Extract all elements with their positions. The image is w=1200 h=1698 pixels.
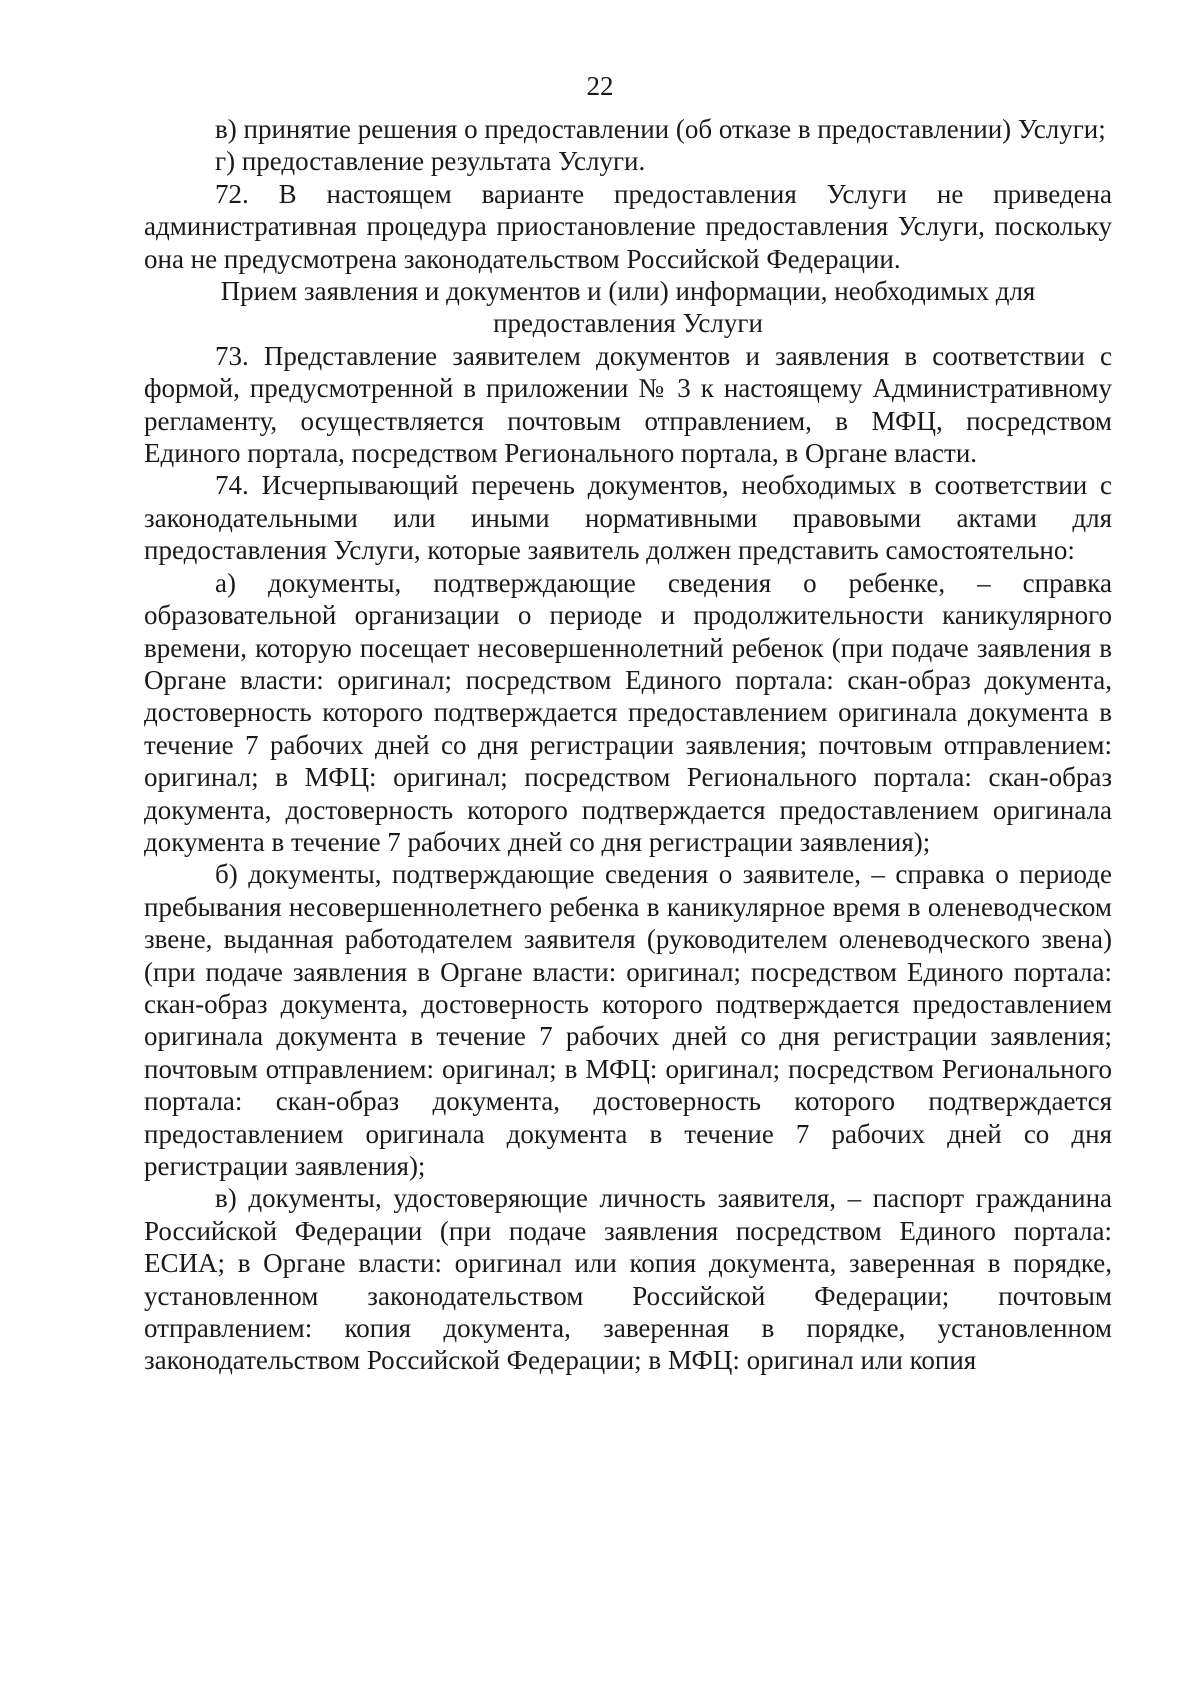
paragraph-item-b-applicant-documents: б) документы, подтверждающие сведения о заявителе, – справка о периоде пребывания несовершеннолетнего ребенка в каникулярное время в оленеводческом звене, выданная работодателем заявителя (руководителем оленеводческого звена) (при подаче заявления в Органе власти: оригинал; посредством Единого портала: скан-образ документа, достоверность которого подтверждается предоставлением оригинала документа в течение 7 рабочих дней со дня регистрации заявления; почтовым отправлением: оригинал; в МФЦ: оригинал; посредством Регионального портала: скан-образ документа, достоверность которого подтверждается предоставлением оригинала документа в течение 7 рабочих дней со дня регистрации заявления); — [144, 859, 1112, 1181]
paragraph-item-a-child-documents: а) документы, подтверждающие сведения о ребенке, – справка образовательной организации о периоде и продолжительности каникулярного времени, которую посещает несовершеннолетний ребенок (при подаче заявления в Органе власти: оригинал; посредством Единого портала: скан-образ документа, достоверность которого подтверждается предоставлением оригинала документа в течение 7 рабочих дней со дня регистрации заявления; почтовым отправлением: оригинал; в МФЦ: оригинал; посредством Регионального портала: скан-образ документа, достоверность которого подтверждается предоставлением оригинала документа в течение 7 рабочих дней со дня регистрации заявления); — [144, 567, 1112, 857]
paragraph-item-g-result: г) предоставление результата Услуги. — [215, 146, 646, 177]
paragraph-item-v-identity-documents: в) документы, удостоверяющие личность заявителя, – паспорт гражданина Российской Федерации (при подаче заявления посредством Единого портала: ЕСИА; в Органе власти: оригинал или копия документа, заверенная в порядке, установленном законодательством Российской Федерации; почтовым отправлением: копия документа, заверенная в порядке, установленном законодательством Российской Федерации; в МФЦ: оригинал или копия — [144, 1183, 1112, 1376]
paragraph-item-v-decision: в) принятие решения о предоставлении (об отказе в предоставлении) Услуги; — [215, 114, 1106, 144]
paragraph-74: 74. Исчерпывающий перечень документов, необходимых в соответствии с законодательными или иными нормативными правовыми актами для предоставления Услуги, которые заявитель должен представить самостоятельно: — [144, 470, 1112, 566]
section-heading: Прием заявления и документов и (или) информации, необходимых для предоставления Услуги — [220, 276, 1036, 339]
document-body — [144, 113, 1112, 1377]
paragraph-73: 73. Представление заявителем документов и заявления в соответствии с формой, предусмотренной в приложении № 3 к настоящему Административному регламенту, осуществляется почтовым отправлением, в МФЦ, посредством Единого портала, посредством Регионального портала, в Органе власти. — [144, 340, 1112, 469]
page-number: 22 — [586, 71, 614, 101]
paragraph-72: 72. В настоящем варианте предоставления Услуги не приведена административная процедура приостановление предоставления Услуги, поскольку она не предусмотрена законодательством Российской Федерации. — [144, 178, 1112, 274]
